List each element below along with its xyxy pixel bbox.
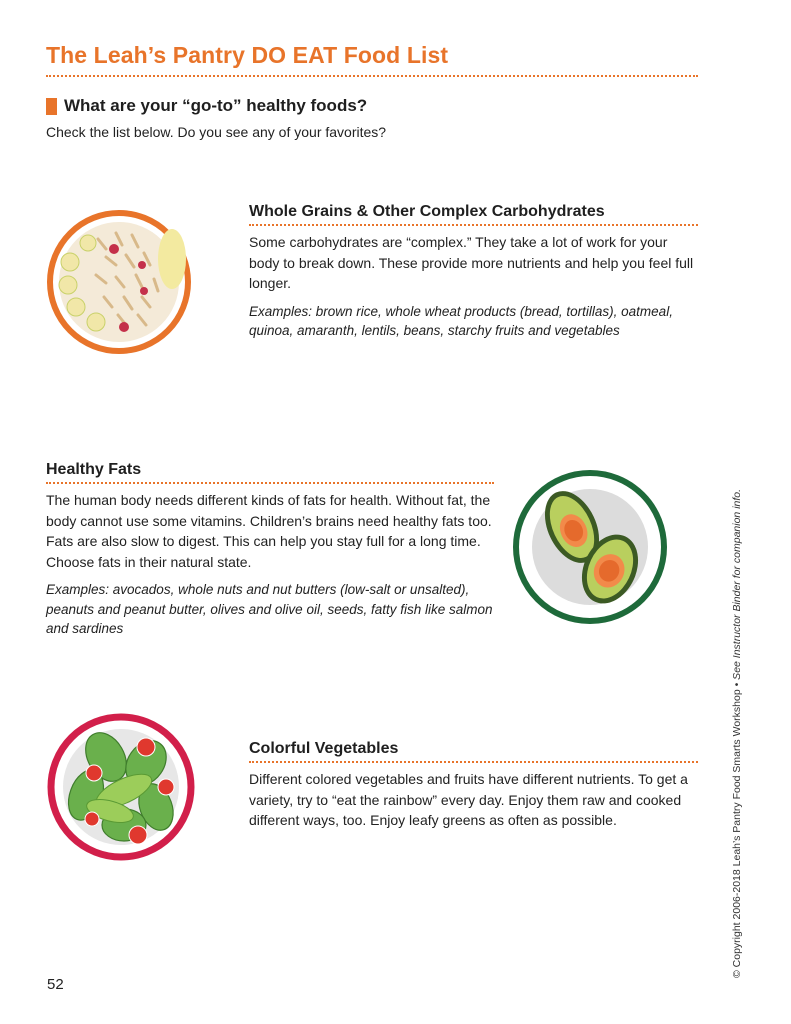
veg-divider <box>249 761 698 763</box>
title-divider <box>46 75 698 77</box>
veg-body: Different colored vegetables and fruits have different nutrients. To get a variety, try to “eat the rainbow” every day. Enjoy them raw and cooked different ways, too. Enjoy leafy greens as often as possible. <box>249 771 688 828</box>
section-healthy-fats <box>46 461 494 639</box>
grains-heading: Whole Grains & Other Complex Carbohydrates <box>249 203 605 220</box>
intro-text: Check the list below. Do you see any of your favorites? <box>46 124 387 140</box>
grains-divider <box>249 224 698 226</box>
page-number: 52 <box>47 976 64 993</box>
section-colorful-vegetables <box>249 740 698 831</box>
section-whole-grains <box>249 203 698 341</box>
grains-examples: Examples: brown rice, whole wheat products (bread, tortillas), oatmeal, quinoa, amaranth, lentils, beans, starchy fruits and vegetables <box>249 303 673 338</box>
fats-heading: Healthy Fats <box>46 461 142 478</box>
copyright-sidebar <box>731 489 743 978</box>
avocado-plate-icon <box>510 457 670 637</box>
grains-body: Some carbohydrates are “complex.” They take a lot of work for your body to break down. These provide more nutrients and help you feel full longer. <box>249 234 694 291</box>
companion-note: See Instructor Binder for companion info. <box>731 488 743 680</box>
veg-heading: Colorful Vegetables <box>249 740 399 757</box>
question-text: What are your “go-to” healthy foods? <box>64 96 368 115</box>
orange-bar-icon <box>46 98 57 115</box>
grain-plate-icon <box>46 187 192 377</box>
copyright-text: © Copyright 2006-2018 Leah’s Pantry Food Smarts Workshop • <box>731 682 743 978</box>
fats-body: The human body needs different kinds of fats for health. Without fat, the body cannot use some vitamins. Children’s brains need healthy fats too. Fats are also slow to digest. This can help you stay full for a long time. Choose fats in their natural state. <box>46 492 492 570</box>
salad-plate-icon <box>46 707 196 867</box>
fats-divider <box>46 482 494 484</box>
page-title: The Leah’s Pantry DO EAT Food List <box>46 42 449 68</box>
fats-examples: Examples: avocados, whole nuts and nut butters (low-salt or unsalted), peanuts and peanut butter, olives and olive oil, seeds, fatty fish like salmon and sardines <box>46 582 493 636</box>
section-question <box>46 96 367 116</box>
